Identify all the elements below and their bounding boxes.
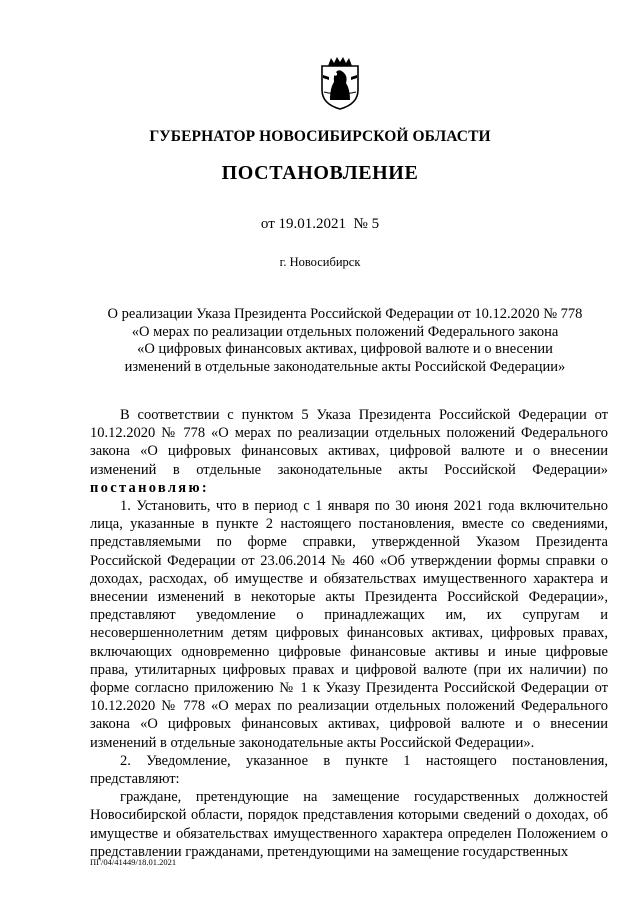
subject-line: О реализации Указа Президента Российской Федерации от 10.12.2020 № 778 xyxy=(107,306,583,322)
document-type-title: ПОСТАНОВЛЕНИЕ xyxy=(221,162,419,184)
resolve-word: постановляю xyxy=(90,479,202,496)
governor-title: ГУБЕРНАТОР НОВОСИБИРСКОЙ ОБЛАСТИ xyxy=(149,128,491,145)
resolve-colon: : xyxy=(201,479,207,496)
subject-line: «О цифровых финансовых активах, цифровой валюте и о внесении xyxy=(137,341,553,357)
preamble-text: В соответствии с пунктом 5 Указа Президента Российской Федерации от 10.12.2020 № 778 «О мерах по реализации отдельных положений Федерального закона «О цифровых финансовых активах, цифровой валюте и о внесении изменений в отдельные законодательные акты Российской Федерации» xyxy=(90,407,608,478)
paragraph-item-2: 2. Уведомление, указанное в пункте 1 настоящего постановления, представляют: xyxy=(90,752,608,788)
subject-line: «О мерах по реализации отдельных положений Федерального закона xyxy=(131,323,559,340)
paragraph-item-2-citizens: граждане, претендующие на замещение государственных должностей Новосибирской области, порядок представления которыми сведений о доходах, об имуществе и обязательствах имущественного характера определен Положением о представлении гражданами, претендующими на замещение государственных xyxy=(90,789,608,860)
paragraph-item-1: 1. Установить, что в период с 1 января по 30 июня 2021 года включительно лица, указанные в пункте 2 настоящего постановления, вместе со сведениями, представляемыми по форме справки, утвержденной Указом Президента Российской Федерации от 23.06.2014 № 460 «Об утверждении формы справки о доходах, расходах, об имуществе и обязательствах имущественного характера и внесении изменений в некоторые акты Президента Российской Федерации», представляют уведомление о принадлежащих им, их супругам и несовершеннолетним детям цифровых финансовых активах, цифровых правах, включающих одновременно цифровые финансовые активы и иные цифровые права, утилитарных цифровых правах и цифровой валюте (при их наличии) по форме согласно приложению № 1 к Указу Президента Российской Федерации от 10.12.2020 № 778 «О мерах по реализации отдельных положений Федерального закона «О цифровых финансовых активах, цифровой валюте и о внесении изменений в отдельные законодательные акты Российской Федерации». xyxy=(90,498,608,751)
coat-of-arms-icon xyxy=(319,56,361,110)
subject-line: изменений в отдельные законодательные акты Российской Федерации» xyxy=(124,358,566,375)
preamble-paragraph xyxy=(90,406,608,497)
registration-code: ПГ/04/41449/18.01.2021 xyxy=(90,857,177,867)
document-subject xyxy=(90,306,600,376)
date-number-line: от 19.01.2021 № 5 xyxy=(260,216,380,232)
document-body xyxy=(90,406,608,861)
city-line: г. Новосибирск xyxy=(279,255,361,269)
